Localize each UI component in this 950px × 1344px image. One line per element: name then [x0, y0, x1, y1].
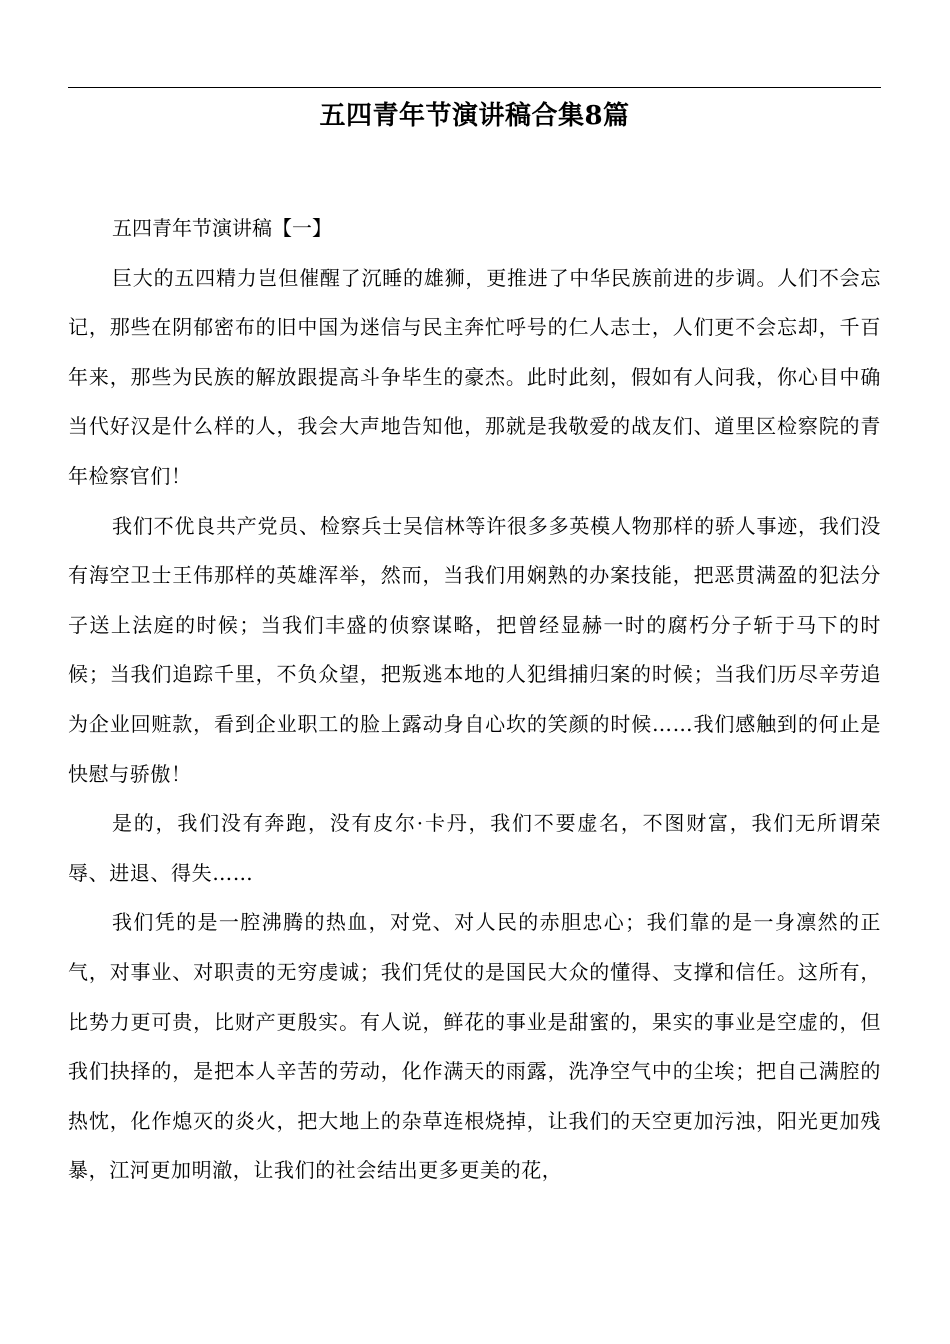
section-heading: 五四青年节演讲稿【一】	[112, 216, 332, 240]
paragraph-4: 我们凭的是一腔沸腾的热血，对党、对人民的赤胆忠心；我们靠的是一身凛然的正气，对事业、对职责的无穷虔诚；我们凭仗的是国民大众的懂得、支撑和信任。这所有，比势力更可贵，比财产更殷实。有人说，鲜花的事业是甜蜜的，果实的事业是空虚的，但我们抉择的，是把本人辛苦的劳动，化作满天的雨露，洗净空气中的尘埃；把自己满腔的热忱，化作熄灭的炎火，把大地上的杂草连根烧掉，让我们的天空更加污浊，阳光更加残暴，江河更加明澈，让我们的社会结出更多更美的花，	[68, 910, 881, 1183]
header-rule	[68, 87, 881, 88]
document-title: 五四青年节演讲稿合集8篇	[319, 101, 630, 131]
paragraph-2: 我们不优良共产党员、检察兵士吴信林等许很多多英模人物那样的骄人事迹，我们没有海空卫士王伟那样的英雄浑举，然而，当我们用娴熟的办案技能，把恶贯满盈的犯法分子送上法庭的时候；当我们丰盛的侦察谋略，把曾经显赫一时的腐朽分子斩于马下的时候；当我们追踪千里，不负众望，把叛逃本地的人犯缉捕归案的时候；当我们历尽辛劳追为企业回赃款，看到企业职工的脸上露动身自心坎的笑颜的时候……我们感触到的何止是快慰与骄傲！	[68, 513, 881, 786]
paragraph-1: 巨大的五四精力岂但催醒了沉睡的雄狮，更推进了中华民族前进的步调。人们不会忘记，那些在阴郁密布的旧中国为迷信与民主奔忙呼号的仁人志士，人们更不会忘却，千百年来，那些为民族的解放跟提高斗争毕生的豪杰。此时此刻，假如有人问我，你心目中确当代好汉是什么样的人，我会大声地告知他，那就是我敬爱的战友们、道里区检察院的青年检察官们！	[68, 265, 881, 488]
document-body	[68, 204, 881, 1196]
paragraph-3: 是的，我们没有奔跑，没有皮尔·卡丹，我们不要虚名，不图财富，我们无所谓荣辱、进退、得失……	[68, 811, 881, 885]
